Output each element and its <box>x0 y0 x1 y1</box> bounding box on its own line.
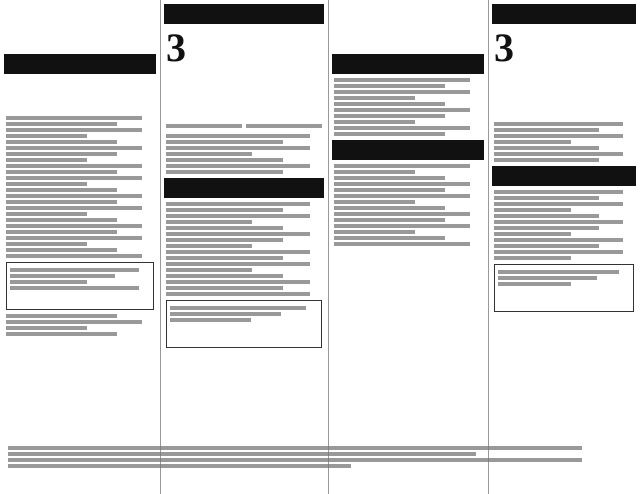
ad-3-banner <box>332 54 484 74</box>
ad-1-body-text <box>6 116 154 258</box>
ad-4-info-box <box>494 264 634 312</box>
ad-3-headline <box>331 8 485 50</box>
ad-column-3 <box>328 0 488 494</box>
ad-1-fine-print <box>6 314 154 336</box>
ad-3-listing <box>334 164 482 246</box>
ad-4-top-banner <box>492 4 636 24</box>
ad-1-banner <box>4 54 156 74</box>
ad-column-2 <box>160 0 328 494</box>
ad-4-listing <box>494 190 634 260</box>
ad-1-body-heading <box>4 82 156 112</box>
ad-column-1 <box>0 0 160 494</box>
ad-4-headline <box>491 76 637 118</box>
ad-2-headline <box>163 76 325 118</box>
ad-2-info-box <box>166 300 322 348</box>
ad-4-big-numeral: 3 <box>494 25 514 70</box>
ad-column-4 <box>488 0 640 494</box>
footer-fine-print <box>0 440 640 494</box>
ad-2-body-text <box>166 134 322 174</box>
ad-4-body-text <box>494 122 634 162</box>
ad-4-sub-banner <box>492 166 636 186</box>
ad-3-body-text <box>334 78 482 136</box>
ad-2-listing <box>166 202 322 296</box>
ad-2-top-banner <box>164 4 324 24</box>
ad-3-sub-banner <box>332 140 484 160</box>
ad-2-big-numeral: 3 <box>166 25 186 70</box>
ad-2-sub-banner <box>164 178 324 198</box>
ad-1-headline <box>3 8 157 50</box>
ad-1-info-box <box>6 262 154 310</box>
ad-2-row <box>166 122 322 130</box>
